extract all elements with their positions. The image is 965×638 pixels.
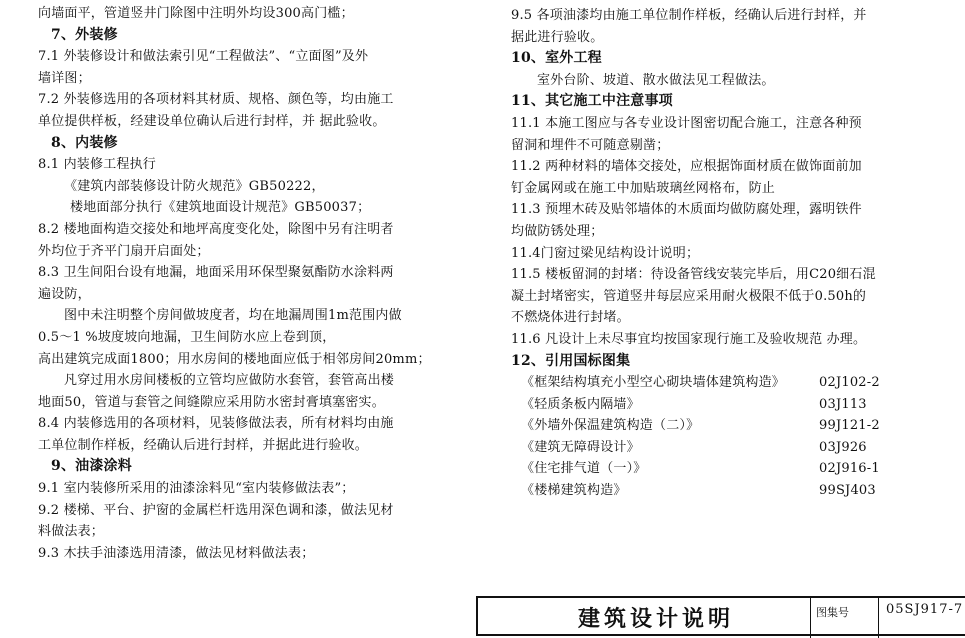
text-line: 0.5～1 %坡度坡向地漏，卫生间防水应上卷到顶， <box>38 329 336 345</box>
reference-code: 02J916-1 <box>819 461 880 477</box>
text-line: 11.3 预埋木砖及贴邻墙体的木质面均做防腐处理，露明铁件 <box>511 202 862 218</box>
text-line: 凡穿过用水房间楼板的立管均应做防水套管，套管高出楼 <box>64 373 395 389</box>
text-line: 遍设防， <box>38 286 91 302</box>
text-line: 图中未注明整个房间做坡度者，均在地漏周围1m范围内做 <box>64 308 402 324</box>
section-heading: 11、其它施工中注意事项 <box>511 93 673 110</box>
reference-row <box>511 415 951 437</box>
reference-name: 《楼梯建筑构造》 <box>521 483 627 499</box>
reference-name: 《建筑无障碍设计》 <box>521 439 640 455</box>
section-heading: 7、外装修 <box>51 26 118 43</box>
text-line: 11.1 本施工图应与各专业设计图密切配合施工，注意各种预 <box>511 115 862 131</box>
reference-name: 《框架结构填充小型空心砌块墙体建筑构造》 <box>521 375 786 391</box>
text-line: 8.1 内装修工程执行 <box>38 157 157 173</box>
reference-code: 02J102-2 <box>819 375 880 391</box>
text-line: 料做法表； <box>38 524 105 540</box>
text-line: 11.5 楼板留洞的封堵：待设备管线安装完毕后，用C20细石混 <box>511 267 876 283</box>
text-line: 11.4门窗过梁见结构设计说明； <box>511 245 700 261</box>
section-heading: 10、室外工程 <box>511 50 602 67</box>
text-line: 留洞和埋件不可随意剔凿； <box>511 137 670 153</box>
text-line: 均做防锈处理； <box>511 223 604 239</box>
divider <box>878 598 879 638</box>
text-line: 单位提供样板，经建设单位确认后进行封样，并 据此验收。 <box>38 113 386 129</box>
reference-name: 《外墙外保温建筑构造（二）》 <box>521 418 700 434</box>
text-line: 8.2 楼地面构造交接处和地坪高度变化处，除图中另有注明者 <box>38 221 394 237</box>
reference-code: 03J926 <box>819 439 867 455</box>
text-line: 11.2 两种材料的墙体交接处，应根据饰面材质在做饰面前加 <box>511 159 862 175</box>
text-line: 向墙面平，管道竖井门除图中注明外均设300高门槛； <box>38 6 354 21</box>
reference-code: 99SJ403 <box>819 483 876 499</box>
text-line: 8.3 卫生间阳台设有地漏，地面采用环保型聚氨酯防水涂料两 <box>38 265 394 281</box>
title-block <box>476 596 965 636</box>
text-line: 不燃烧体进行封堵。 <box>511 310 630 326</box>
text-line: 据此进行验收。 <box>511 29 604 45</box>
text-line: 9.1 室内装修所采用的油漆涂料见“室内装修做法表”； <box>38 481 355 497</box>
reference-row <box>511 480 951 502</box>
reference-name: 《住宅排气道（一）》 <box>521 461 647 477</box>
text-line: 9.5 各项油漆均由施工单位制作样板，经确认后进行封样，并 <box>511 8 867 23</box>
text-line: 高出建筑完成面1800；用水房间的楼地面应低于相邻房间20mm； <box>38 351 431 367</box>
reference-row <box>511 394 951 416</box>
left-column <box>38 3 478 564</box>
section-heading: 9、油漆涂料 <box>51 458 132 475</box>
right-column <box>511 5 951 502</box>
text-line: 9.2 楼梯、平台、护窗的金属栏杆选用深色调和漆，做法见材 <box>38 502 394 518</box>
text-line: 室外台阶、坡道、散水做法见工程做法。 <box>537 72 775 88</box>
section-heading: 12、引用国标图集 <box>511 352 631 369</box>
reference-name: 《轻质条板内隔墙》 <box>521 396 640 412</box>
reference-row <box>511 458 951 480</box>
text-line: 外均位于齐平门扇开启面处； <box>38 243 210 259</box>
text-line: 凝土封堵密实，管道竖井每层应采用耐火极限不低于0.50h的 <box>511 288 867 304</box>
section-heading: 8、内装修 <box>51 134 118 151</box>
text-line: 11.6 凡设计上未尽事宜均按国家现行施工及验收规范 办理。 <box>511 331 867 347</box>
drawing-title: 建筑设计说明 <box>578 606 735 632</box>
divider <box>810 598 811 638</box>
reference-code: 03J113 <box>819 396 867 412</box>
text-line: 钉金属网或在施工中加贴玻璃丝网格布，防止 <box>511 180 776 196</box>
text-line: 8.4 内装修选用的各项材料，见装修做法表，所有材料均由施 <box>38 416 394 432</box>
text-line: 楼地面部分执行《建筑地面设计规范》GB50037； <box>70 200 371 216</box>
atlas-number-label: 图集号 <box>816 606 849 619</box>
atlas-number: 05SJ917-7 <box>886 602 964 617</box>
text-line: 《建筑内部装修设计防火规范》GB50222， <box>64 178 325 194</box>
text-line: 墙详图； <box>38 70 91 86</box>
text-line: 地面50，管道与套管之间缝隙应采用防水密封膏填塞密实。 <box>38 394 385 410</box>
reference-row <box>511 437 951 459</box>
text-line: 9.3 木扶手油漆选用清漆，做法见材料做法表； <box>38 545 315 561</box>
reference-code: 99J121-2 <box>819 418 880 434</box>
text-line: 7.2 外装修选用的各项材料其材质、规格、颜色等，均由施工 <box>38 92 394 108</box>
text-line: 工单位制作样板，经确认后进行封样，并据此进行验收。 <box>38 437 369 453</box>
reference-row <box>511 372 951 394</box>
text-line: 7.1 外装修设计和做法索引见“工程做法”、“立面图”及外 <box>38 49 369 65</box>
